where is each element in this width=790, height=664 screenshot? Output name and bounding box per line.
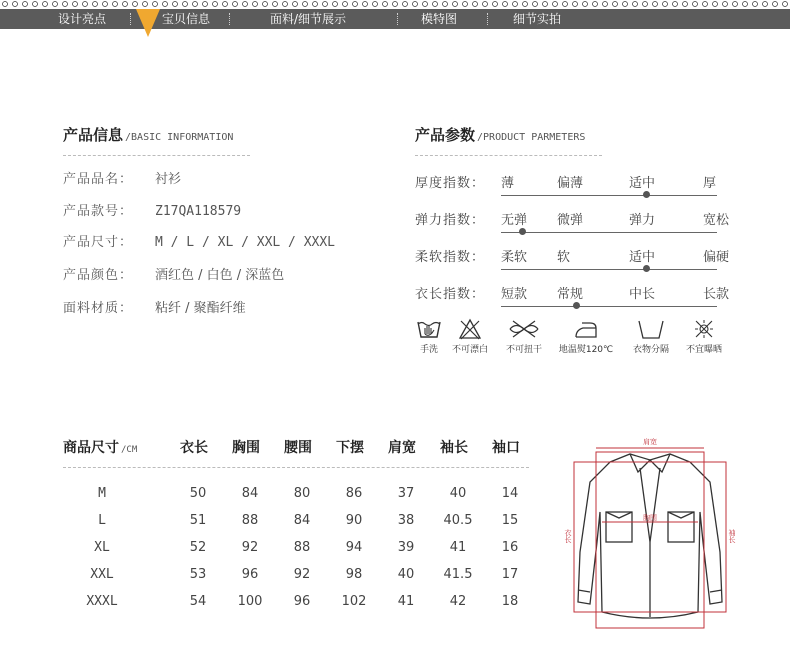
size-column-header: 腰围 (284, 440, 312, 456)
param-scale-line (501, 195, 717, 196)
divider (63, 467, 529, 468)
size-value-cell: 100 (237, 594, 263, 609)
size-value-cell: 14 (501, 486, 519, 501)
size-value-cell: 52 (189, 540, 207, 555)
size-value-cell: 40 (449, 486, 467, 501)
size-column-header: 下摆 (336, 440, 364, 456)
size-column-header: 袖口 (492, 440, 520, 456)
info-value: M / L / XL / XXL / XXXL (155, 235, 336, 250)
param-option: 偏硬 (703, 250, 730, 265)
size-value-cell: 16 (501, 540, 519, 555)
param-option: 柔软 (501, 250, 528, 265)
size-value-cell: 54 (189, 594, 207, 609)
param-option: 弹力 (629, 213, 656, 228)
iron-icon (571, 318, 601, 340)
size-value-cell: 41 (397, 594, 415, 609)
param-option: 宽松 (703, 213, 730, 228)
no-wring-icon (507, 318, 541, 340)
size-value-cell: 88 (293, 540, 311, 555)
nav-tab-model[interactable]: 模特图 (421, 12, 458, 26)
size-value-cell: 96 (241, 567, 259, 582)
size-value-cell: 40 (397, 567, 415, 582)
size-value-cell: 88 (241, 513, 259, 528)
product-params-title (415, 124, 585, 145)
size-value-cell: 53 (189, 567, 207, 582)
size-label: L (98, 513, 106, 528)
size-value-cell: 98 (345, 567, 363, 582)
param-label: 柔软指数： (415, 250, 486, 265)
care-item (446, 318, 494, 355)
param-scale-line (501, 269, 717, 270)
nav-tab-fabric-details[interactable]: 面料/细节展示 (270, 12, 347, 26)
size-value-cell: 92 (241, 540, 259, 555)
info-label: 产品款号： (63, 204, 134, 219)
info-value: 衬衫 (155, 172, 182, 187)
size-unit: /CM (121, 445, 138, 455)
size-value-cell: 39 (397, 540, 415, 555)
info-label: 产品品名： (63, 172, 134, 187)
size-column-header: 肩宽 (388, 440, 416, 456)
size-value-cell: 40.5 (443, 513, 473, 528)
size-value-cell: 96 (293, 594, 311, 609)
param-indicator-dot (643, 265, 650, 272)
param-option: 厚 (703, 176, 717, 191)
care-item (556, 318, 616, 355)
size-column-header: 胸围 (232, 440, 260, 456)
care-label: 不宜曝晒 (685, 345, 722, 355)
param-option: 长款 (703, 287, 730, 302)
chest-label: 胸围 (643, 514, 657, 522)
info-row-color (63, 264, 284, 283)
param-label: 厚度指数： (415, 176, 486, 191)
info-label: 产品尺寸： (63, 235, 134, 250)
info-row-size (63, 231, 335, 250)
product-info-subtitle: /BASIC INFORMATION (125, 132, 234, 143)
info-value: 粘纤 / 聚酯纤维 (155, 301, 246, 316)
info-value: 酒红色 / 白色 / 深蓝色 (155, 268, 285, 283)
size-value-cell: 41.5 (443, 567, 473, 582)
size-table-title (63, 437, 137, 457)
param-list (415, 172, 730, 322)
separate-wash-icon (636, 318, 666, 340)
product-info-heading: 产品信息 (63, 126, 124, 144)
nav-background (0, 9, 790, 29)
param-option: 适中 (629, 176, 656, 191)
param-label: 衣长指数： (415, 287, 486, 302)
care-item (626, 318, 676, 355)
nav-separator (130, 13, 131, 25)
size-value-cell: 51 (189, 513, 207, 528)
divider (63, 155, 250, 156)
size-value-cell: 18 (501, 594, 519, 609)
size-label: XL (94, 540, 110, 555)
size-value-cell: 80 (293, 486, 311, 501)
size-value-cell: 38 (397, 513, 415, 528)
product-info-title (63, 124, 233, 145)
care-item (500, 318, 548, 355)
product-params-subtitle: /PRODUCT PARMETERS (477, 132, 586, 143)
param-option: 常规 (557, 287, 584, 302)
param-row (415, 283, 730, 303)
top-nav-bar (0, 0, 790, 32)
size-value-cell: 41 (449, 540, 467, 555)
hand-wash-icon (416, 318, 442, 340)
param-row (415, 209, 730, 229)
size-value-cell: 90 (345, 513, 363, 528)
shirt-measurement-diagram (560, 432, 740, 632)
size-label: XXXL (86, 594, 118, 609)
care-item (414, 318, 444, 355)
param-row (415, 172, 725, 192)
param-option: 薄 (501, 176, 515, 191)
info-row-name (63, 168, 181, 187)
param-row (415, 246, 730, 266)
size-value-cell: 84 (293, 513, 311, 528)
param-scale-line (501, 306, 717, 307)
nav-separator (487, 13, 488, 25)
care-label: 不可漂白 (451, 345, 488, 355)
nav-separator (229, 13, 230, 25)
size-value-cell: 84 (241, 486, 259, 501)
size-value-cell: 15 (501, 513, 519, 528)
care-label: 衣物分隔 (632, 345, 669, 355)
info-value: Z17QA118579 (155, 204, 242, 219)
size-value-cell: 86 (345, 486, 363, 501)
size-value-cell: 92 (293, 567, 311, 582)
info-row-style-no (63, 200, 241, 219)
param-option: 无弹 (501, 213, 528, 228)
sleeve-label: 袖长 (728, 529, 736, 543)
size-value-cell: 37 (397, 486, 415, 501)
size-table-heading: 商品尺寸 (63, 440, 119, 456)
size-label: M (98, 486, 106, 501)
nav-separator (397, 13, 398, 25)
param-option: 中长 (629, 287, 656, 302)
no-bleach-icon (458, 318, 482, 340)
param-indicator-dot (643, 191, 650, 198)
param-option: 偏薄 (557, 176, 584, 191)
care-label: 手洗 (419, 345, 438, 355)
care-item (680, 318, 728, 355)
size-column-header: 袖长 (440, 440, 468, 456)
size-column-header: 衣长 (180, 440, 208, 456)
no-sun-icon (692, 318, 716, 340)
nav-tab-product-info[interactable]: 宝贝信息 (162, 12, 211, 26)
shirt-outline-icon (578, 454, 722, 618)
active-tab-marker-icon (136, 9, 160, 37)
care-label: 不可扭干 (505, 345, 542, 355)
param-option: 软 (557, 250, 571, 265)
param-option: 适中 (629, 250, 656, 265)
nav-tab-detail-photos[interactable]: 细节实拍 (513, 12, 562, 26)
shoulder-label: 肩宽 (643, 438, 657, 446)
length-label: 衣长 (564, 529, 572, 543)
size-value-cell: 102 (341, 594, 367, 609)
param-option: 微弹 (557, 213, 584, 228)
info-label: 面料材质： (63, 301, 134, 316)
care-label: 地温熨120℃ (558, 345, 614, 355)
size-value-cell: 50 (189, 486, 207, 501)
size-value-cell: 17 (501, 567, 519, 582)
info-label: 产品颜色： (63, 268, 134, 283)
top-pattern-border (0, 0, 790, 9)
size-value-cell: 94 (345, 540, 363, 555)
param-indicator-dot (519, 228, 526, 235)
product-params-heading: 产品参数 (415, 126, 476, 144)
info-row-material (63, 297, 246, 316)
size-value-cell: 42 (449, 594, 467, 609)
divider (415, 155, 602, 156)
param-indicator-dot (573, 302, 580, 309)
param-scale-line (501, 232, 717, 233)
param-option: 短款 (501, 287, 528, 302)
size-label: XXL (90, 567, 114, 582)
nav-tab-design[interactable]: 设计亮点 (58, 12, 107, 26)
param-label: 弹力指数： (415, 213, 486, 228)
